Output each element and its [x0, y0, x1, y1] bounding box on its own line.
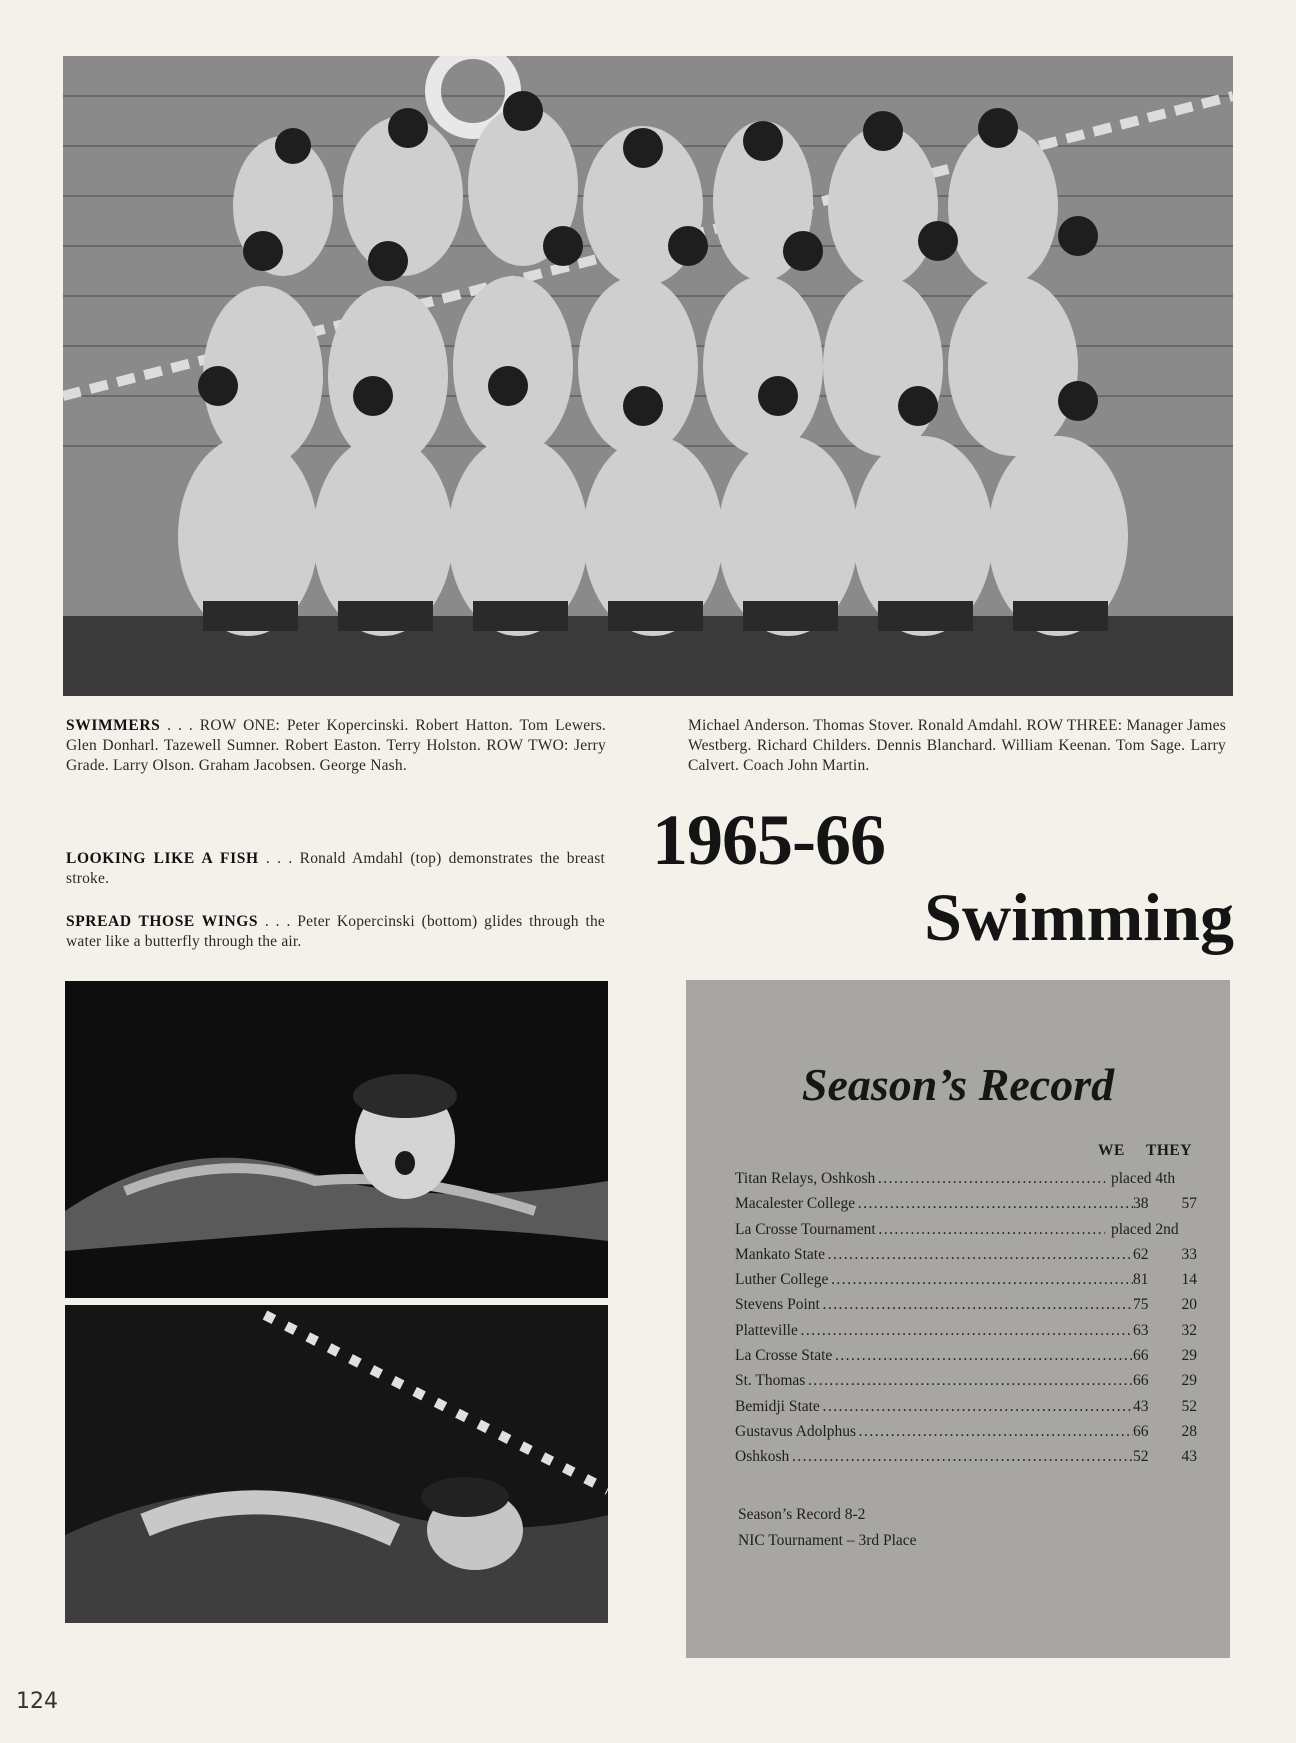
team-caption-right: Michael Anderson. Thomas Stover. Ronald Amdahl. ROW THREE: Manager James Westberg. Richard Childers. Dennis Blanchard. William Keenan. Tom Sage. Larry Calvert. Coach John Martin.	[688, 717, 1226, 774]
result-placement: placed 4th	[1105, 1166, 1211, 1191]
result-they-score: 43	[1181, 1448, 1197, 1466]
result-opponent: St. Thomas . . .	[735, 1368, 1135, 1393]
result-they-score: 14	[1181, 1271, 1197, 1289]
result-row	[735, 1419, 1195, 1444]
fish-caption-label: LOOKING LIKE A FISH	[66, 850, 259, 867]
wings-caption-label: SPREAD THOSE WINGS	[66, 913, 259, 930]
season-record-title: Season’s Record	[801, 1059, 1115, 1110]
result-row	[735, 1368, 1195, 1393]
title-sport: Swimming	[924, 879, 1234, 955]
col-we-header: WE	[1098, 1142, 1125, 1159]
season-summary	[738, 1502, 917, 1554]
result-we-score: 66	[1133, 1343, 1161, 1368]
result-they-score: 57	[1181, 1195, 1197, 1213]
result-row	[735, 1318, 1195, 1343]
wings-caption	[66, 912, 605, 952]
title-year: 1965-66	[652, 800, 885, 880]
result-row	[735, 1292, 1195, 1317]
result-they-score: 28	[1181, 1422, 1197, 1440]
result-row	[735, 1394, 1195, 1419]
breast-stroke-photo	[65, 981, 608, 1298]
result-row	[735, 1343, 1195, 1368]
result-they-score: 20	[1181, 1296, 1197, 1314]
result-opponent: Gustavus Adolphus . . .	[735, 1419, 1135, 1444]
result-opponent: Luther College . . .	[735, 1267, 1135, 1292]
team-caption-label: SWIMMERS	[66, 717, 161, 734]
team-photo-image	[63, 56, 1233, 696]
result-we-score: 63	[1133, 1318, 1161, 1343]
result-row	[735, 1217, 1195, 1242]
fish-caption-text: . . . Ronald Amdahl (top) demonstrates the breast stroke.	[66, 850, 605, 887]
result-opponent: Bemidji State . . .	[735, 1394, 1135, 1419]
result-they-score: 33	[1181, 1245, 1197, 1263]
results-list	[735, 1166, 1195, 1470]
breast-stroke-image	[65, 981, 608, 1298]
col-they-header: THEY	[1146, 1142, 1192, 1159]
result-opponent: Mankato State . . .	[735, 1242, 1135, 1267]
butterfly-image	[65, 1305, 608, 1623]
result-we-score: 43	[1133, 1394, 1161, 1419]
result-we-score: 75	[1133, 1292, 1161, 1317]
result-we-score: 66	[1133, 1368, 1161, 1393]
result-we-score: 38	[1133, 1191, 1161, 1216]
result-opponent: Oshkosh . . .	[735, 1444, 1135, 1469]
result-they-score: 29	[1181, 1372, 1197, 1390]
result-opponent: Platteville . . .	[735, 1318, 1135, 1343]
result-row	[735, 1242, 1195, 1267]
result-opponent: La Crosse State . . .	[735, 1343, 1135, 1368]
result-opponent: Titan Relays, Oshkosh . . .	[735, 1166, 1135, 1191]
team-caption-left-text: . . . ROW ONE: Peter Kopercinski. Robert Hatton. Tom Lewers. Glen Donharl. Tazewell Sumner. Robert Easton. Terry Holston. ROW TWO: Jerry Grade. Larry Olson. Graham Jacobsen. George Nash.	[66, 717, 606, 774]
result-opponent: Stevens Point . . .	[735, 1292, 1135, 1317]
result-placement: placed 2nd	[1105, 1217, 1211, 1242]
result-they-score: 52	[1181, 1397, 1197, 1415]
result-we-score: 66	[1133, 1419, 1161, 1444]
wings-caption-text: . . . Peter Kopercinski (bottom) glides through the water like a butterfly through the air.	[66, 913, 606, 950]
nic-tournament-summary: NIC Tournament – 3rd Place	[738, 1532, 917, 1549]
butterfly-photo	[65, 1305, 608, 1623]
page-number: 124	[16, 1689, 58, 1714]
result-they-score: 32	[1181, 1321, 1197, 1339]
result-row	[735, 1166, 1195, 1191]
result-we-score: 52	[1133, 1444, 1161, 1469]
season-record-summary: Season’s Record 8-2	[738, 1506, 866, 1523]
fish-caption	[66, 849, 605, 889]
result-opponent: Macalester College . . .	[735, 1191, 1135, 1216]
team-photo	[63, 56, 1233, 696]
result-we-score: 62	[1133, 1242, 1161, 1267]
result-we-score: 81	[1133, 1267, 1161, 1292]
result-row	[735, 1191, 1195, 1216]
season-record-box	[686, 980, 1230, 1658]
team-caption-left	[66, 716, 606, 776]
result-row	[735, 1267, 1195, 1292]
result-they-score: 29	[1181, 1347, 1197, 1365]
result-row	[735, 1444, 1195, 1469]
result-opponent: La Crosse Tournament . . .	[735, 1217, 1135, 1242]
